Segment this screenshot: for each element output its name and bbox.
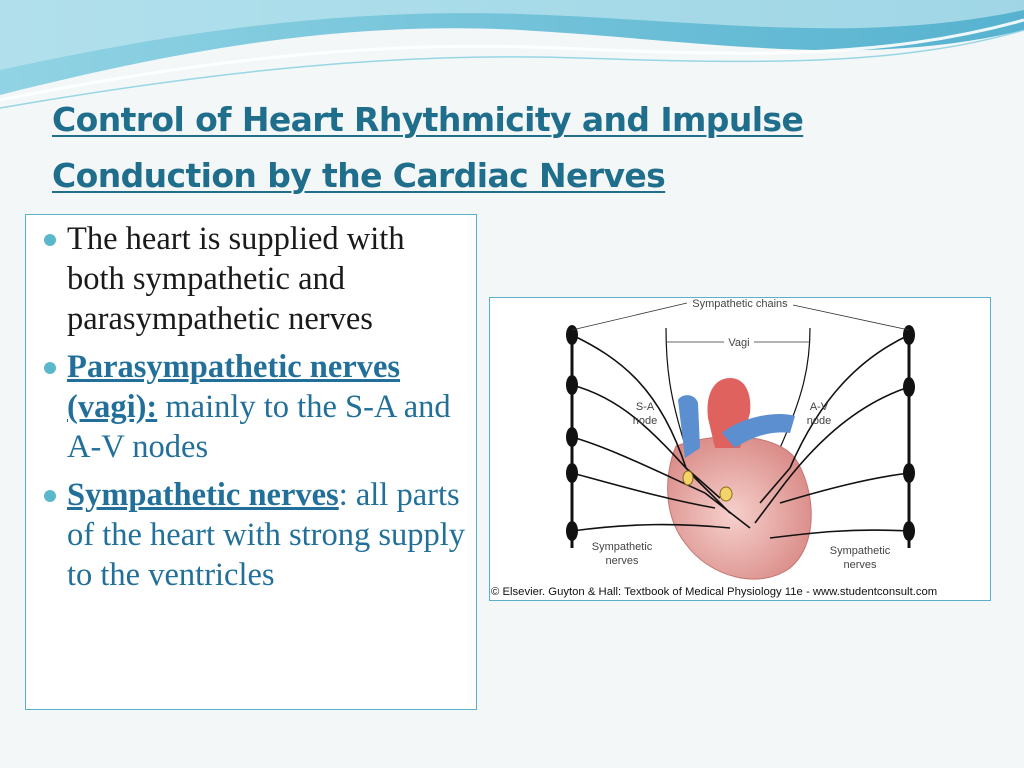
label-sa-node-line1: S-A [635, 401, 655, 413]
label-vagi: Vagi [728, 337, 750, 349]
label-sa-node-line2: node [632, 415, 658, 427]
label-sympathetic-nerves-left-line2: nerves [605, 555, 639, 567]
heart-nerve-diagram [490, 298, 990, 600]
av-node-marker [720, 487, 732, 501]
cardiac-nerves-figure [489, 297, 991, 601]
bullet-item: Sympathetic nerves: all parts of the heart with strong supply to the ventricles [44, 475, 469, 595]
bullet-text-box [25, 214, 477, 710]
bullet-dot-icon [44, 234, 56, 246]
label-sympathetic-nerves-right-line2: nerves [843, 559, 877, 571]
slide-title: Control of Heart Rhythmicity and Impulse Conduction by the Cardiac Nerves [52, 100, 804, 195]
bullet-item: Parasympathetic nerves (vagi): mainly to the S-A and A-V nodes [44, 347, 469, 467]
label-sympathetic-nerves-right-line1: Sympathetic [829, 545, 891, 557]
label-av-node-line2: node [806, 415, 832, 427]
label-av-node-line1: A-V [809, 401, 829, 413]
label-sympathetic-chains: Sympathetic chains [692, 298, 788, 310]
label-sympathetic-nerves-left-line1: Sympathetic [591, 541, 653, 553]
bullet-dot-icon [44, 362, 56, 374]
bullet-item: The heart is supplied with both sympathetic and parasympathetic nerves [44, 219, 469, 339]
bullet-list [44, 219, 469, 603]
bullet-term: Sympathetic nerves [67, 477, 339, 513]
figure-credit: © Elsevier. Guyton & Hall: Textbook of Medical Physiology 11e - www.studentconsult.com [491, 586, 938, 598]
bullet-dot-icon [44, 490, 56, 502]
bullet-term: Parasympathetic nerves (vagi): [67, 349, 401, 425]
sa-node-marker [683, 471, 693, 485]
heart-illustration [668, 437, 812, 579]
